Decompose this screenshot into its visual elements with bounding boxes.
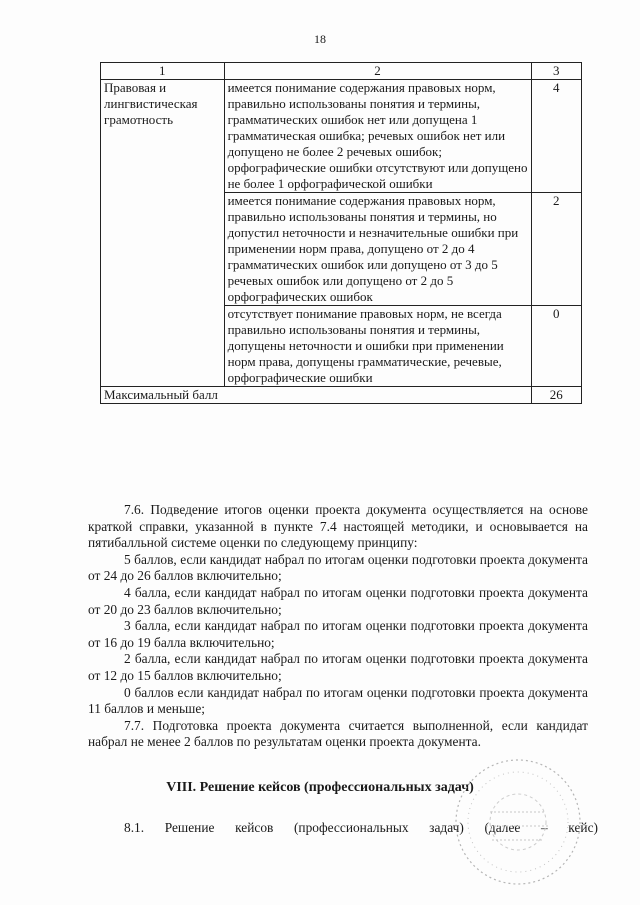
criterion-score: 0 [531,306,581,387]
grade-item: 2 балла, если кандидат набрал по итогам оценки подготовки проекта документа от 12 до 15 баллов включительно; [88,651,588,683]
body-text [88,502,588,751]
paragraph-8-1: 8.1. Решение кейсов (профессиональных задач) (далее – кейс) [124,820,598,835]
grade-item: 4 балла, если кандидат набрал по итогам оценки подготовки проекта документа от 20 до 23 баллов включительно; [88,584,588,617]
grade-item: 3 балла, если кандидат набрал по итогам оценки подготовки проекта документа от 16 до 19 балла включительно; [88,618,588,650]
column-header: 1 [101,63,225,80]
paragraph-7-6: 7.6. Подведение итогов оценки проекта документа осуществляется на основе краткой справки, указанной в пункте 7.4 настоящей методики, и основывается на пятибалльной системе оценки по следующему принципу: [88,502,588,551]
paragraph-7-7: 7.7. Подготовка проекта документа считается выполненной, если кандидат набрал не менее 2 баллов по результатам оценки проекта документа. [88,717,588,750]
section-heading: VIII. Решение кейсов (профессиональных задач) [166,780,474,795]
grade-item: 5 баллов, если кандидат набрал по итогам оценки подготовки проекта документа от 24 до 26 баллов включительно; [88,551,588,584]
criterion-score: 2 [531,193,581,306]
criterion-description: отсутствует понимание правовых норм, не всегда правильно использованы понятия и термины, допущены неточности и ошибки при применении норм права, допущены грамматические, речевые, орфографические ошибки [224,306,531,387]
criteria-table [100,62,582,404]
page-number: 18 [314,32,326,46]
max-score-label: Максимальный балл [101,387,532,404]
grade-item: 0 баллов если кандидат набрал по итогам оценки подготовки проекта документа 11 баллов и меньше; [88,684,588,717]
criterion-score: 4 [531,80,581,193]
column-header: 2 [224,63,531,80]
stamp-seal [448,752,588,892]
table-header-row [101,63,582,80]
criterion-name: Правовая и лингвистическая грамотность [101,80,225,387]
table-row [101,80,582,193]
criterion-description: имеется понимание содержания правовых норм, правильно использованы понятия и термины, грамматических ошибок нет или допущена 1 грамматическая ошибка; речевых ошибок нет или допущено не более 2 речевых ошибок; орфографические ошибки отсутствуют или допущено не более 1 орфографической ошибки [224,80,531,193]
max-score-row [101,387,582,404]
column-header: 3 [531,63,581,80]
criterion-description: имеется понимание содержания правовых норм, правильно использованы понятия и термины, но допустил неточности и незначительные ошибки при применении норм права, допущено от 2 до 4 грамматических ошибок или допущено от 3 до 5 речевых ошибок или допущено от 2 до 5 орфографических ошибок [224,193,531,306]
max-score-value: 26 [531,387,581,404]
